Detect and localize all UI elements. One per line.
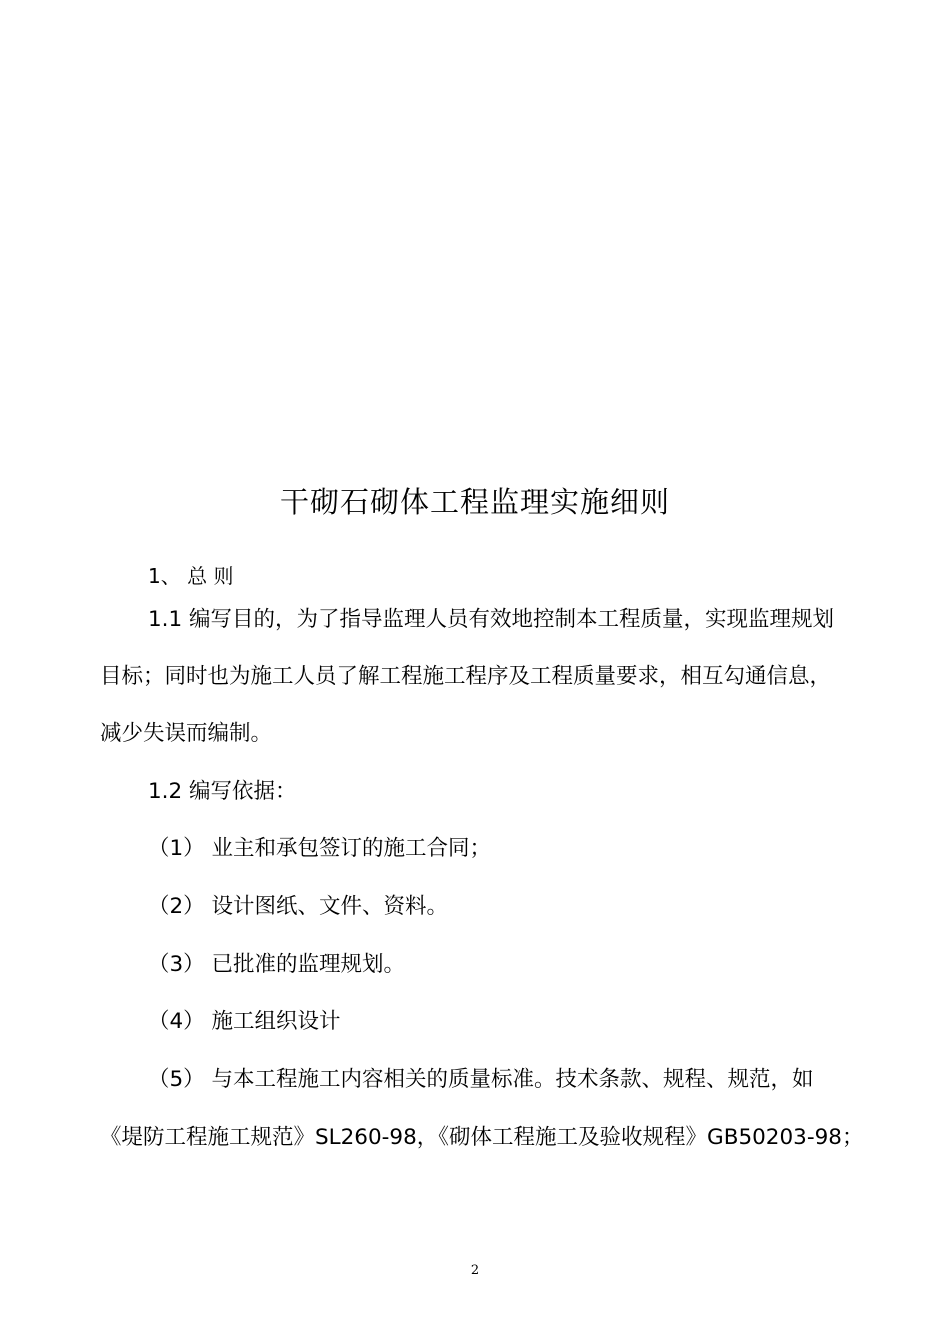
paragraph-line: 1.1 编写目的，为了指导监理人员有效地控制本工程质量，实现监理规划 xyxy=(148,607,835,632)
list-item: （1） 业主和承包签订的施工合同； xyxy=(148,836,492,861)
list-item-continuation: 《堤防工程施工规范》SL260-98，《砌体工程施工及验收规程》GB50203-98； xyxy=(100,1125,864,1150)
document-title: 干砌石砌体工程监理实施细则 xyxy=(279,485,670,519)
paragraph-line: 目标；同时也为施工人员了解工程施工程序及工程质量要求，相互勾通信息， xyxy=(100,664,832,689)
page-number: 2 xyxy=(470,1263,480,1278)
list-item: （5） 与本工程施工内容相关的质量标准。技术条款、规程、规范，如 xyxy=(148,1067,814,1092)
subsection-heading: 1.2 编写依据： xyxy=(148,779,297,804)
section-heading: 1、 总 则 xyxy=(148,564,234,588)
list-item: （3） 已批准的监理规划。 xyxy=(148,952,406,977)
list-item: （2） 设计图纸、文件、资料。 xyxy=(148,894,449,919)
list-item: （4） 施工组织设计 xyxy=(148,1009,341,1034)
paragraph-line: 减少失误而编制。 xyxy=(100,721,273,746)
